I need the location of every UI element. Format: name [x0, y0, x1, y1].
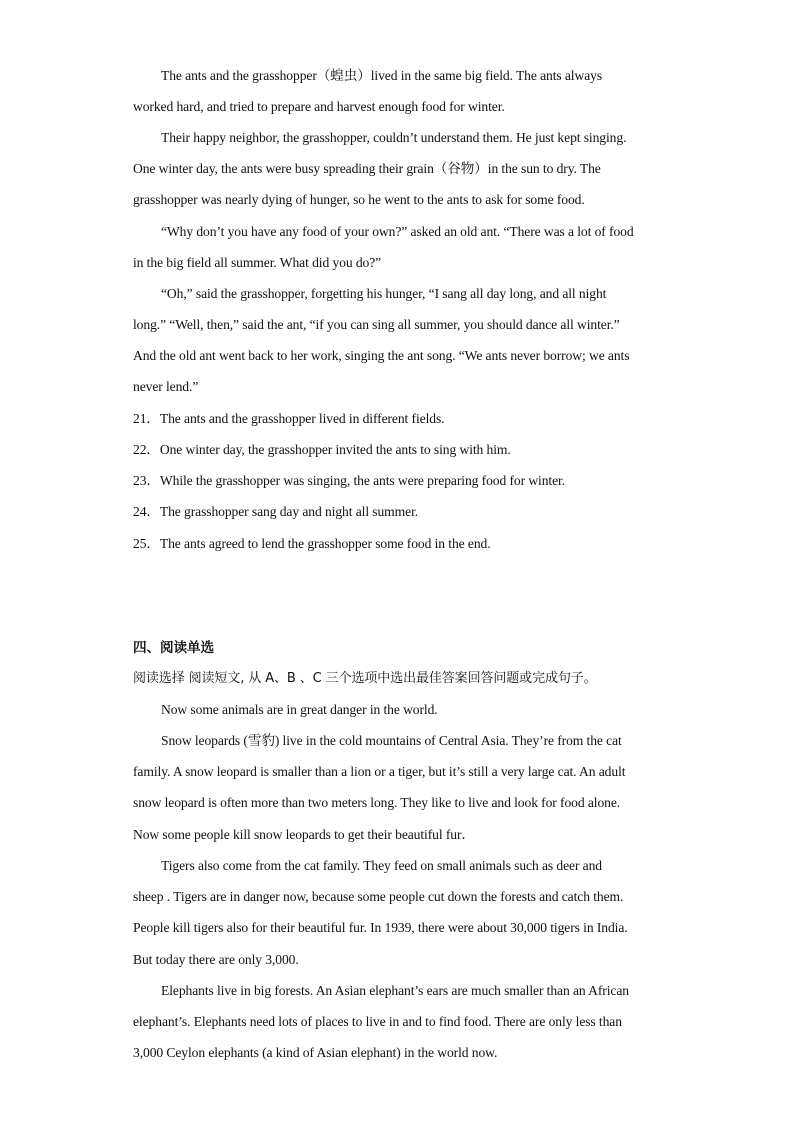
- paragraph-line: sheep . Tigers are in danger now, because some people cut down the forests and catch them.: [133, 889, 624, 904]
- paragraph-line: But today there are only 3,000.: [133, 952, 299, 967]
- paragraph-line: snow leopard is often more than two meters long. They like to live and look for food alone.: [133, 795, 621, 810]
- paragraph-line: grasshopper was nearly dying of hunger, so he went to the ants to ask for some food.: [133, 192, 585, 207]
- statement-21: 21．The ants and the grasshopper lived in different fields.: [133, 411, 445, 426]
- statement-25: 25．The ants agreed to lend the grasshopper some food in the end.: [133, 536, 491, 551]
- statement-22: 22．One winter day, the grasshopper invited the ants to sing with him.: [133, 442, 511, 457]
- statement-24: 24．The grasshopper sang day and night all summer.: [133, 504, 419, 519]
- paragraph-line: in the big field all summer. What did you do?”: [133, 255, 382, 270]
- paragraph-line: never lend.”: [133, 379, 199, 394]
- paragraph-line: The ants and the grasshopper（蝗虫）lived in the same big field. The ants always: [161, 68, 603, 83]
- paragraph-line: And the old ant went back to her work, singing the ant song. “We ants never borrow; we ants: [133, 348, 630, 363]
- paragraph-line: Now some animals are in great danger in the world.: [161, 702, 438, 717]
- paragraph-line: 3,000 Ceylon elephants (a kind of Asian elephant) in the world now.: [133, 1045, 498, 1060]
- paragraph-line: Tigers also come from the cat family. They feed on small animals such as deer and: [161, 858, 602, 873]
- paragraph-line: One winter day, the ants were busy spreading their grain（谷物）in the sun to dry. The: [133, 161, 601, 176]
- paragraph-line: Snow leopards (雪豹) live in the cold mountains of Central Asia. They’re from the cat: [161, 733, 622, 748]
- paragraph-line: Now some people kill snow leopards to get their beautiful fur．: [133, 827, 475, 842]
- paragraph-line: worked hard, and tried to prepare and harvest enough food for winter.: [133, 99, 505, 114]
- paragraph-line: long.” “Well, then,” said the ant, “if you can sing all summer, you should dance all winter.”: [133, 317, 620, 332]
- statement-23: 23．While the grasshopper was singing, the ants were preparing food for winter.: [133, 473, 565, 488]
- paragraph-line: Their happy neighbor, the grasshopper, couldn’t understand them. He just kept singing.: [161, 130, 627, 145]
- paragraph-line: Elephants live in big forests. An Asian elephant’s ears are much smaller than an African: [161, 983, 629, 998]
- paragraph-line: “Why don’t you have any food of your own?” asked an old ant. “There was a lot of food: [161, 224, 634, 239]
- section-instruction: 阅读选择 阅读短文, 从 A、B 、C 三个选项中选出最佳答案回答问题或完成句子。: [133, 671, 597, 686]
- paragraph-line: family. A snow leopard is smaller than a lion or a tiger, but it’s still a very large cat. An adult: [133, 764, 626, 779]
- paragraph-line: elephant’s. Elephants need lots of places to live in and to find food. There are only less than: [133, 1014, 622, 1029]
- paragraph-line: People kill tigers also for their beautiful fur. In 1939, there were about 30,000 tigers in India.: [133, 920, 628, 935]
- section-heading: 四、阅读单选: [133, 640, 214, 656]
- paragraph-line: “Oh,” said the grasshopper, forgetting his hunger, “I sang all day long, and all night: [161, 286, 607, 301]
